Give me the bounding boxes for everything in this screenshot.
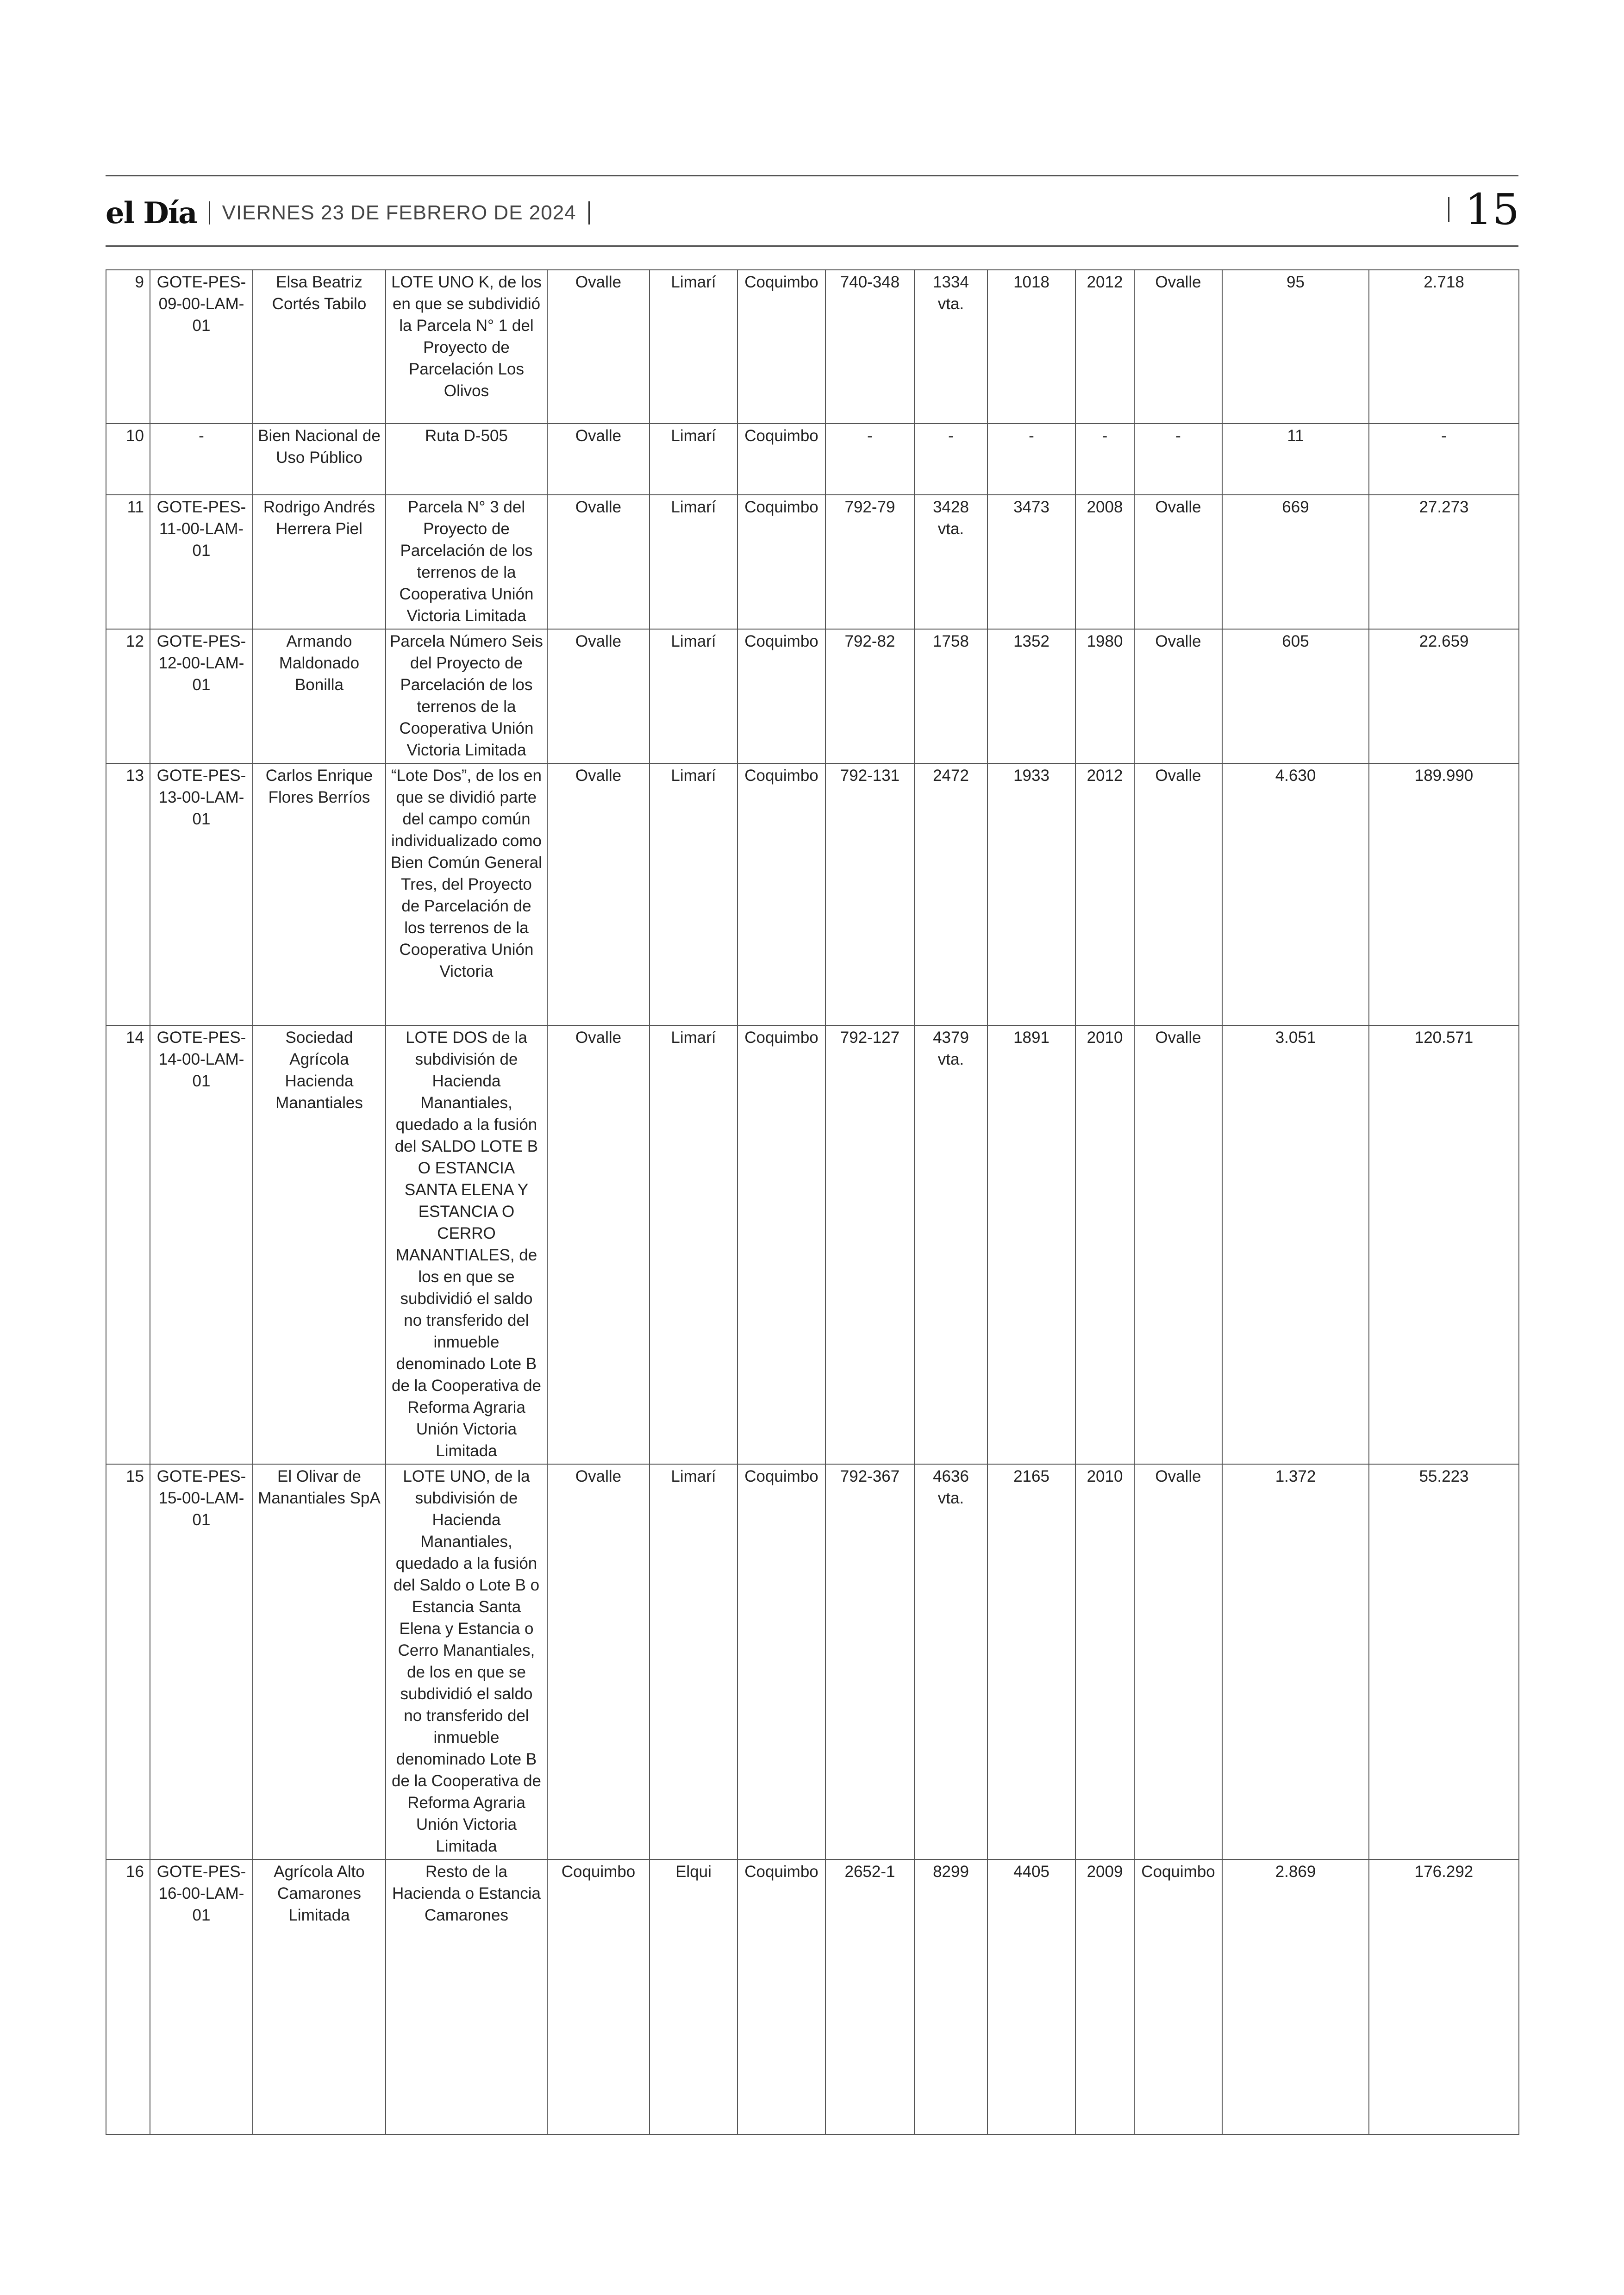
cell-commune: Ovalle [547, 1464, 650, 1859]
cell-region: Coquimbo [737, 424, 825, 495]
table-row [106, 424, 1519, 495]
cell-rol: 792-82 [825, 629, 914, 763]
cell-area: 2.869 [1222, 1859, 1369, 2134]
cell-numero: - [987, 424, 1075, 495]
cell-numero: 3473 [987, 495, 1075, 629]
cell-cbr: Ovalle [1134, 270, 1222, 424]
cell-code: GOTE-PES-14-00-LAM-01 [150, 1025, 253, 1464]
header-top-rule [106, 175, 1518, 176]
property-table [106, 269, 1519, 2135]
cell-rol: 792-127 [825, 1025, 914, 1464]
page-number-block [1448, 184, 1519, 235]
cell-cbr: Coquimbo [1134, 1859, 1222, 2134]
cell-area: 1.372 [1222, 1464, 1369, 1859]
page-number: 15 [1465, 185, 1519, 234]
cell-rol: 792-367 [825, 1464, 914, 1859]
cell-area: 605 [1222, 629, 1369, 763]
cell-area: 4.630 [1222, 763, 1369, 1025]
cell-owner: Rodrigo Andrés Herrera Piel [253, 495, 386, 629]
cell-cbr: Ovalle [1134, 763, 1222, 1025]
cell-value: 2.718 [1369, 270, 1519, 424]
cell-numero: 1933 [987, 763, 1075, 1025]
cell-province: Limarí [650, 629, 737, 763]
cell-code: GOTE-PES-12-00-LAM-01 [150, 629, 253, 763]
table-row [106, 763, 1519, 1025]
cell-anio: 2012 [1075, 763, 1134, 1025]
cell-rol: 792-79 [825, 495, 914, 629]
cell-value: 176.292 [1369, 1859, 1519, 2134]
cell-province: Limarí [650, 763, 737, 1025]
cell-region: Coquimbo [737, 629, 825, 763]
cell-anio: 2008 [1075, 495, 1134, 629]
cell-commune: Ovalle [547, 763, 650, 1025]
cell-commune: Ovalle [547, 424, 650, 495]
cell-rol: - [825, 424, 914, 495]
cell-numero: 1352 [987, 629, 1075, 763]
cell-cbr: Ovalle [1134, 629, 1222, 763]
cell-code: - [150, 424, 253, 495]
cell-lot: “Lote Dos”, de los en que se dividió parte del campo común individualizado como Bien Común General Tres, del Proyecto de Parcelación de los terrenos de la Cooperativa Unión Victoria [386, 763, 547, 1025]
cell-numero: 1018 [987, 270, 1075, 424]
cell-commune: Ovalle [547, 1025, 650, 1464]
cell-row-number: 16 [106, 1859, 150, 2134]
header-bottom-rule [106, 245, 1518, 247]
cell-anio: 2010 [1075, 1025, 1134, 1464]
cell-owner: Elsa Beatriz Cortés Tabilo [253, 270, 386, 424]
cell-row-number: 11 [106, 495, 150, 629]
cell-value: 189.990 [1369, 763, 1519, 1025]
cell-commune: Ovalle [547, 270, 650, 424]
cell-area: 3.051 [1222, 1025, 1369, 1464]
cell-owner: El Olivar de Manantiales SpA [253, 1464, 386, 1859]
header-separator [209, 201, 210, 225]
cell-lot: LOTE UNO, de la subdivisión de Hacienda Manantiales, quedado a la fusión del Saldo o Lote B o Estancia Santa Elena y Estancia o Cerro Manantiales, de los en que se subdividió el saldo no transferido del inmueble denominado Lote B de la Cooperativa de Reforma Agraria Unión Victoria Limitada [386, 1464, 547, 1859]
cell-province: Elqui [650, 1859, 737, 2134]
cell-code: GOTE-PES-13-00-LAM-01 [150, 763, 253, 1025]
cell-value: 120.571 [1369, 1025, 1519, 1464]
cell-row-number: 15 [106, 1464, 150, 1859]
cell-cbr: Ovalle [1134, 495, 1222, 629]
cell-cbr: - [1134, 424, 1222, 495]
cell-region: Coquimbo [737, 763, 825, 1025]
cell-anio: 2010 [1075, 1464, 1134, 1859]
cell-province: Limarí [650, 495, 737, 629]
cell-cbr: Ovalle [1134, 1025, 1222, 1464]
cell-lot: Parcela Número Seis del Proyecto de Parcelación de los terrenos de la Cooperativa Unión Victoria Limitada [386, 629, 547, 763]
cell-owner: Armando Maldonado Bonilla [253, 629, 386, 763]
cell-fojas: 8299 [914, 1859, 987, 2134]
table-row [106, 1859, 1519, 2134]
cell-anio: 2012 [1075, 270, 1134, 424]
cell-commune: Ovalle [547, 629, 650, 763]
cell-value: - [1369, 424, 1519, 495]
cell-row-number: 13 [106, 763, 150, 1025]
cell-code: GOTE-PES-16-00-LAM-01 [150, 1859, 253, 2134]
newspaper-logo: el Día [106, 195, 197, 231]
cell-value: 27.273 [1369, 495, 1519, 629]
cell-region: Coquimbo [737, 1025, 825, 1464]
cell-region: Coquimbo [737, 1859, 825, 2134]
cell-cbr: Ovalle [1134, 1464, 1222, 1859]
table-row [106, 495, 1519, 629]
cell-commune: Coquimbo [547, 1859, 650, 2134]
cell-lot: Resto de la Hacienda o Estancia Camarones [386, 1859, 547, 2134]
page-number-separator [1448, 197, 1449, 222]
cell-province: Limarí [650, 1025, 737, 1464]
cell-code: GOTE-PES-11-00-LAM-01 [150, 495, 253, 629]
cell-code: GOTE-PES-09-00-LAM-01 [150, 270, 253, 424]
cell-lot: Parcela N° 3 del Proyecto de Parcelación de los terrenos de la Cooperativa Unión Victoria Limitada [386, 495, 547, 629]
cell-anio: 2009 [1075, 1859, 1134, 2134]
cell-row-number: 12 [106, 629, 150, 763]
cell-lot: Ruta D-505 [386, 424, 547, 495]
cell-fojas: - [914, 424, 987, 495]
cell-area: 11 [1222, 424, 1369, 495]
header-separator [588, 201, 590, 225]
masthead [106, 190, 602, 236]
cell-lot: LOTE DOS de la subdivisión de Hacienda Manantiales, quedado a la fusión del SALDO LOTE B O ESTANCIA SANTA ELENA Y ESTANCIA O CERRO MANANTIALES, de los en que se subdividió el saldo no transferido del inmueble denominado Lote B de la Cooperativa de Reforma Agraria Unión Victoria Limitada [386, 1025, 547, 1464]
cell-region: Coquimbo [737, 1464, 825, 1859]
cell-owner: Sociedad Agrícola Hacienda Manantiales [253, 1025, 386, 1464]
cell-fojas: 1334 vta. [914, 270, 987, 424]
cell-value: 55.223 [1369, 1464, 1519, 1859]
cell-lot: LOTE UNO K, de los en que se subdividió la Parcela N° 1 del Proyecto de Parcelación Los Olivos [386, 270, 547, 424]
cell-rol: 740-348 [825, 270, 914, 424]
cell-fojas: 3428 vta. [914, 495, 987, 629]
cell-region: Coquimbo [737, 495, 825, 629]
table-row [106, 270, 1519, 424]
cell-rol: 792-131 [825, 763, 914, 1025]
cell-row-number: 10 [106, 424, 150, 495]
issue-date: VIERNES 23 DE FEBRERO DE 2024 [222, 201, 576, 224]
cell-anio: - [1075, 424, 1134, 495]
table-row [106, 1464, 1519, 1859]
cell-fojas: 4636 vta. [914, 1464, 987, 1859]
cell-province: Limarí [650, 1464, 737, 1859]
cell-value: 22.659 [1369, 629, 1519, 763]
table-row [106, 629, 1519, 763]
cell-numero: 1891 [987, 1025, 1075, 1464]
cell-row-number: 14 [106, 1025, 150, 1464]
cell-province: Limarí [650, 424, 737, 495]
cell-owner: Bien Nacional de Uso Público [253, 424, 386, 495]
cell-commune: Ovalle [547, 495, 650, 629]
cell-numero: 2165 [987, 1464, 1075, 1859]
cell-fojas: 4379 vta. [914, 1025, 987, 1464]
cell-row-number: 9 [106, 270, 150, 424]
cell-owner: Agrícola Alto Camarones Limitada [253, 1859, 386, 2134]
cell-code: GOTE-PES-15-00-LAM-01 [150, 1464, 253, 1859]
cell-fojas: 2472 [914, 763, 987, 1025]
cell-area: 95 [1222, 270, 1369, 424]
cell-region: Coquimbo [737, 270, 825, 424]
cell-province: Limarí [650, 270, 737, 424]
cell-anio: 1980 [1075, 629, 1134, 763]
cell-fojas: 1758 [914, 629, 987, 763]
cell-numero: 4405 [987, 1859, 1075, 2134]
cell-area: 669 [1222, 495, 1369, 629]
cell-owner: Carlos Enrique Flores Berríos [253, 763, 386, 1025]
cell-rol: 2652-1 [825, 1859, 914, 2134]
table-row [106, 1025, 1519, 1464]
